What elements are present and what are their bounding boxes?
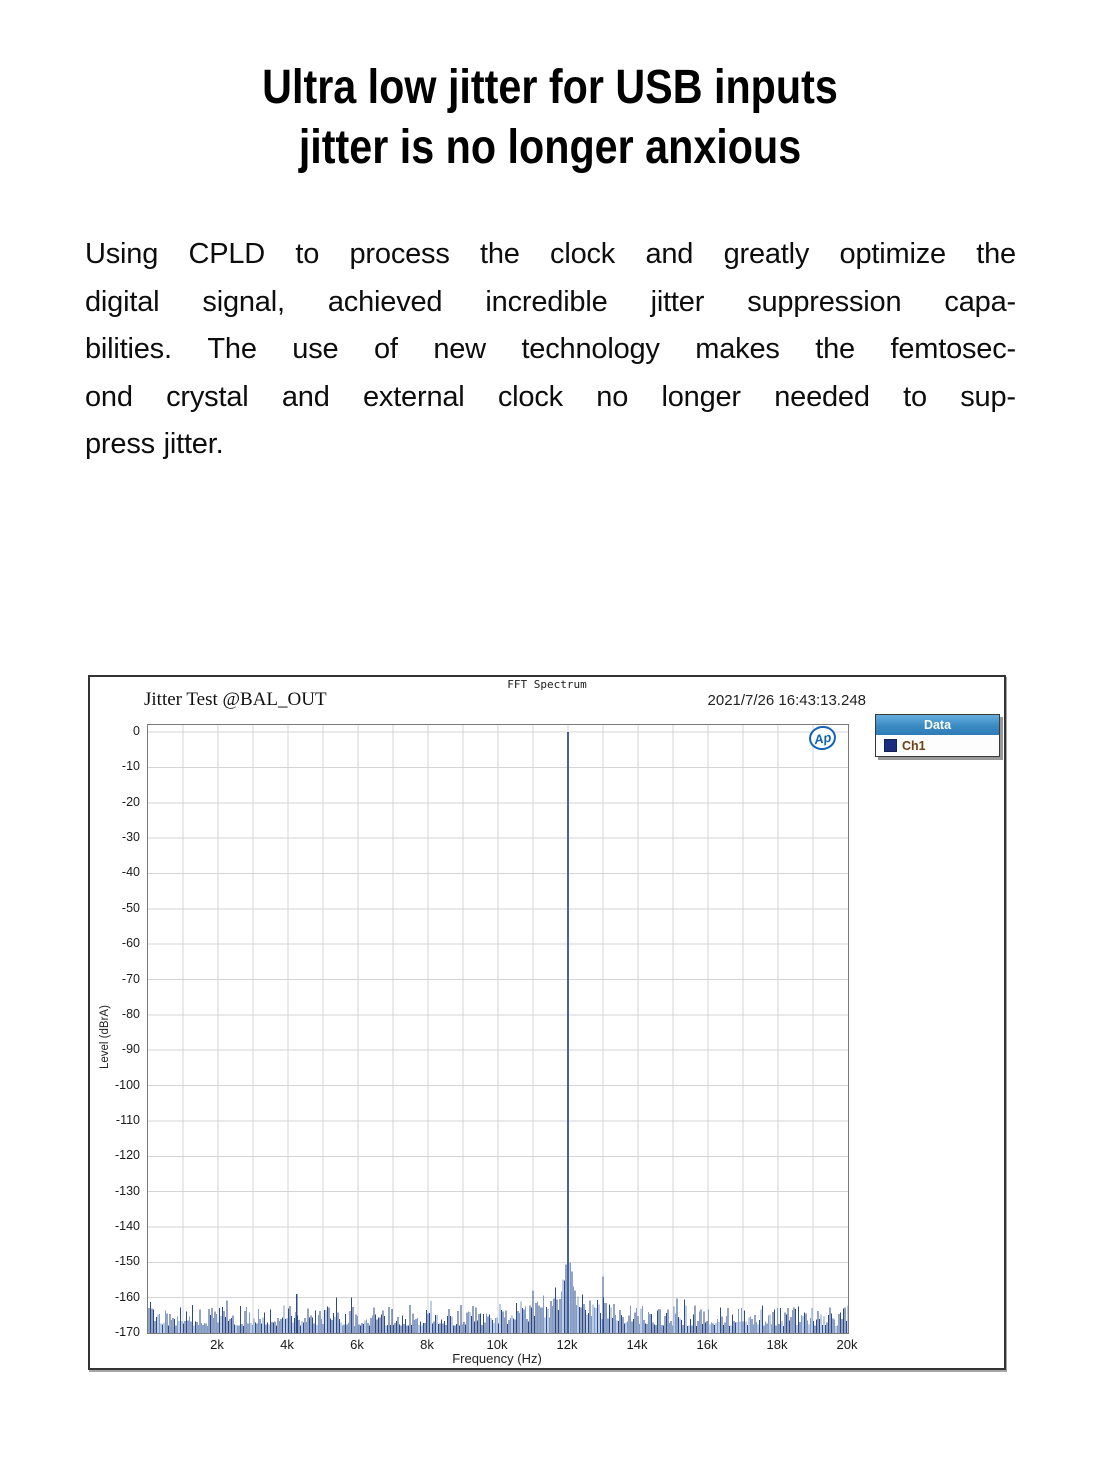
y-tick-label: -10 — [121, 759, 140, 774]
page-title-line2: jitter is no longer anxious — [298, 121, 802, 174]
x-tick-label: 4k — [280, 1337, 294, 1352]
legend-header: Data — [876, 715, 999, 735]
page-title-line1: Ultra low jitter for USB inputs — [262, 61, 838, 114]
x-axis-title: Frequency (Hz) — [452, 1351, 542, 1366]
chart-trace-title: Jitter Test @BAL_OUT — [144, 689, 327, 710]
y-tick-label: -30 — [121, 830, 140, 845]
y-tick-label: 0 — [133, 724, 140, 739]
y-tick-label: -170 — [114, 1325, 140, 1339]
y-tick-label: -130 — [114, 1183, 140, 1198]
x-tick-label: 2k — [210, 1337, 224, 1352]
plot-area — [147, 724, 849, 1334]
x-tick-label: 18k — [766, 1337, 788, 1352]
y-tick-label: -40 — [121, 865, 140, 880]
x-tick-label: 8k — [420, 1337, 434, 1352]
x-tick-label: 12k — [556, 1337, 578, 1352]
paragraph-line: bilities. The use of new technology makes the femtosec- — [85, 333, 1016, 365]
x-tick-label: 14k — [626, 1337, 648, 1352]
paragraph-line: press jitter. — [85, 428, 224, 460]
paragraph-line: digital signal, achieved incredible jitter suppression capa- — [85, 285, 1016, 318]
y-tick-label: -160 — [114, 1289, 140, 1304]
legend — [875, 714, 1000, 757]
x-tick-label: 6k — [350, 1337, 364, 1352]
legend-row — [876, 735, 999, 756]
y-tick-label: -50 — [121, 900, 140, 915]
page-title — [77, 58, 1023, 178]
y-tick-label: -150 — [114, 1254, 140, 1269]
paragraph-line: Using CPLD to process the clock and greatly optimize the — [85, 238, 1016, 270]
y-tick-label: -20 — [121, 794, 140, 809]
y-tick-label: -80 — [121, 1006, 140, 1021]
x-tick-label: 16k — [696, 1337, 718, 1352]
y-tick-label: -70 — [121, 971, 140, 986]
x-tick-label: 10k — [486, 1337, 508, 1352]
paragraph-line: ond crystal and external clock no longer needed to sup- — [85, 380, 1016, 413]
y-tick-label: -60 — [121, 936, 140, 951]
y-tick-label: -140 — [114, 1218, 140, 1233]
x-tick-label: 20k — [836, 1337, 858, 1352]
legend-swatch-ch1 — [884, 739, 897, 752]
legend-label-ch1: Ch1 — [902, 738, 926, 753]
chart-window-title: FFT Spectrum — [507, 678, 587, 691]
y-tick-label: -120 — [114, 1148, 140, 1163]
fft-spectrum-plot — [148, 725, 848, 1333]
y-tick-label: -110 — [115, 1112, 140, 1127]
intro-paragraph — [85, 231, 1016, 469]
chart-timestamp: 2021/7/26 16:43:13.248 — [707, 692, 866, 709]
y-axis-title: Level (dBrA) — [99, 1005, 111, 1069]
y-tick-label: -100 — [114, 1077, 140, 1092]
chart-panel — [88, 675, 1006, 1370]
y-tick-label: -90 — [121, 1042, 140, 1057]
ap-logo: Ap — [807, 724, 838, 752]
